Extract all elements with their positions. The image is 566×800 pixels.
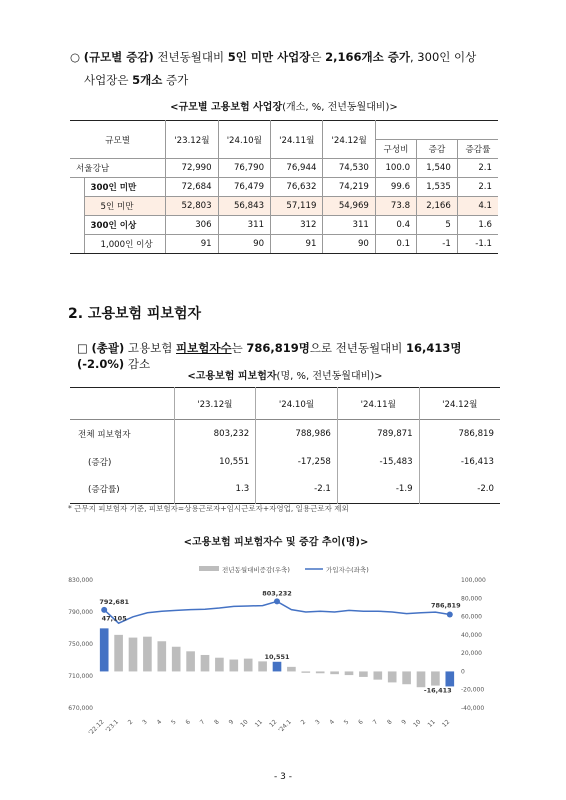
table-header-cell — [70, 388, 174, 420]
x-tick-label: 12 — [268, 718, 279, 729]
table-cell: 72,990 — [166, 159, 218, 178]
table-header-cell: '24.11월 — [271, 121, 323, 159]
table1-caption-bold: <규모별 고용보험 사업장 — [170, 102, 283, 113]
table2-caption-rest: (명, %, 전년동월대비)> — [276, 371, 383, 382]
table-cell: 57,119 — [271, 197, 323, 216]
row-label: 300인 이상 — [84, 216, 166, 235]
right-tick-label: 20,000 — [461, 650, 482, 658]
table-cell: -15,483 — [337, 448, 419, 476]
bar — [143, 637, 152, 672]
table-cell: 52,803 — [166, 197, 218, 216]
table-cell: 1.6 — [457, 216, 498, 235]
table-cell: 73.8 — [375, 197, 416, 216]
table1-caption-rest: (개소, %, 전년동월대비)> — [282, 102, 398, 113]
table-cell: 803,232 — [174, 420, 256, 448]
line-marker — [447, 612, 453, 618]
table-cell: -1.9 — [337, 476, 419, 504]
table-cell: 4.1 — [457, 197, 498, 216]
bar — [359, 671, 368, 676]
summary-emph: 5개소 — [132, 73, 163, 87]
x-tick-label: 10 — [412, 718, 423, 729]
bar — [417, 671, 426, 687]
table-header-blank — [375, 121, 498, 140]
x-tick-label: 11 — [253, 718, 265, 729]
table-header-cell: '24.10월 — [218, 121, 270, 159]
x-tick-label: 3 — [141, 718, 149, 727]
legend-line-label: 가입자수(좌축) — [326, 566, 369, 574]
bar — [445, 671, 454, 686]
chart-svg — [57, 560, 495, 736]
right-tick-label: 0 — [461, 668, 465, 676]
row-label: 300인 미만 — [84, 178, 166, 197]
data-label: 803,232 — [262, 589, 292, 598]
bar — [388, 671, 397, 682]
business-size-table — [70, 120, 498, 254]
summary-emph: 16,413명(-2.0%) — [77, 341, 462, 371]
bar — [287, 667, 296, 672]
summary-text: 전년동월대비 — [153, 50, 228, 64]
table-cell: 76,944 — [271, 159, 323, 178]
right-tick-label: 40,000 — [461, 631, 482, 639]
bar — [330, 671, 339, 674]
summary-heading: (규모별 증감) — [83, 50, 154, 64]
table-cell: 91 — [271, 235, 323, 254]
table-row — [70, 420, 500, 448]
summary-emph: 5인 미만 사업장 — [227, 50, 311, 64]
bar — [157, 641, 166, 671]
indent-cell — [70, 178, 84, 216]
left-tick-label: 830,000 — [68, 577, 93, 584]
summary-text: 는 — [231, 341, 247, 355]
bar — [258, 661, 267, 671]
summary-text: 증가 — [162, 73, 189, 87]
table-header-cell: 구성비 — [375, 140, 416, 159]
table2-caption — [70, 367, 500, 382]
x-tick-label: 4 — [328, 718, 337, 727]
table2-caption-bold: <고용보험 피보험자 — [187, 371, 277, 382]
table-header-cell: 규모별 — [70, 121, 166, 159]
row-label: (증감률) — [88, 485, 120, 496]
table-cell: 90 — [218, 235, 270, 254]
legend-bar-swatch — [199, 566, 219, 571]
x-tick-label: 10 — [239, 718, 250, 729]
bar — [229, 660, 238, 672]
bar — [373, 671, 382, 679]
table-row — [70, 178, 498, 197]
table-cell: 2,166 — [417, 197, 458, 216]
summary-text: 으로 전년동월대비 — [309, 341, 407, 355]
table-cell: 99.6 — [375, 178, 416, 197]
table-footnote: * 근무지 피보험자 기준, 피보험자=상용근로자+임시근로자+자영업, 일용근로자 제외 — [68, 504, 349, 513]
summary-emph: 피보험자수 — [176, 341, 232, 355]
bar — [345, 671, 354, 675]
table-cell: 56,843 — [218, 197, 270, 216]
bar — [431, 671, 440, 685]
bar — [273, 662, 282, 672]
table-cell: 786,819 — [419, 420, 500, 448]
data-label: -16,413 — [423, 686, 452, 695]
line-marker — [101, 607, 107, 613]
table-header-cell: '24.12월 — [323, 121, 375, 159]
table-cell: 311 — [323, 216, 375, 235]
left-tick-label: 750,000 — [68, 641, 93, 648]
x-tick-label: 7 — [371, 718, 380, 727]
chart-caption: <고용보험 피보험자수 및 증감 추이(명)> — [183, 537, 369, 548]
table-cell: -2.1 — [256, 476, 338, 504]
bar — [215, 658, 224, 672]
summary-text: 고용보험 — [124, 341, 177, 355]
line-marker — [274, 598, 280, 604]
data-label: 786,819 — [430, 601, 461, 610]
x-tick-label: 8 — [213, 718, 221, 727]
bar — [244, 659, 253, 672]
table-cell: 91 — [166, 235, 218, 254]
size-summary-paragraph — [70, 46, 510, 92]
table-row — [70, 476, 500, 504]
summary-text: , 300인 이상 — [410, 50, 477, 64]
table-cell: 76,632 — [271, 178, 323, 197]
table-row — [70, 216, 498, 235]
bar — [129, 638, 138, 672]
bar — [402, 671, 411, 684]
table-cell: -2.0 — [419, 476, 500, 504]
table-row — [70, 235, 498, 254]
table-cell: 2.1 — [457, 159, 498, 178]
table-header-cell: '24.10월 — [256, 388, 338, 420]
x-tick-label: 5 — [342, 718, 351, 727]
bar — [201, 655, 210, 671]
chart-legend — [199, 565, 369, 574]
table-cell: 5 — [417, 216, 458, 235]
data-label: 47,105 — [101, 614, 127, 623]
table-cell: 72,684 — [166, 178, 218, 197]
data-label: 10,551 — [264, 652, 290, 661]
x-tick-label: '24.1 — [277, 718, 293, 735]
indent-cell — [70, 216, 84, 254]
section-title: 2. 고용보험 피보험자 — [68, 306, 201, 322]
x-tick-label: 8 — [385, 718, 394, 727]
x-tick-label: 6 — [357, 718, 365, 727]
bar — [100, 628, 109, 671]
table-cell: 76,790 — [218, 159, 270, 178]
table-cell: -16,413 — [419, 448, 500, 476]
row-label: 5인 미만 — [84, 197, 166, 216]
insured-trend-chart — [57, 560, 495, 736]
bar — [316, 671, 325, 673]
bar — [114, 635, 123, 672]
bar — [301, 671, 310, 672]
data-label: 792,681 — [99, 597, 130, 606]
table-header-cell: '23.12월 — [174, 388, 256, 420]
page-number: - 3 - — [274, 772, 292, 782]
x-tick-label: 7 — [198, 718, 207, 727]
table-cell: -1 — [417, 235, 458, 254]
row-label: 1,000인 이상 — [84, 235, 166, 254]
table-cell: 54,969 — [323, 197, 375, 216]
left-tick-label: 790,000 — [68, 609, 93, 616]
table-cell: 0.1 — [375, 235, 416, 254]
x-tick-label: 6 — [184, 718, 193, 727]
x-tick-label: 3 — [313, 718, 322, 727]
table-cell: 0.4 — [375, 216, 416, 235]
summary-text: 사업장은 — [84, 73, 133, 87]
x-tick-label: '22.12 — [87, 718, 106, 736]
table-cell: -17,258 — [256, 448, 338, 476]
insured-table — [70, 387, 500, 504]
table-cell: 74,530 — [323, 159, 375, 178]
summary-emph: 2,166개소 증가 — [325, 50, 410, 64]
summary-text: 은 — [310, 50, 326, 64]
table-cell: 789,871 — [337, 420, 419, 448]
summary-text: 감소 — [124, 357, 151, 371]
right-tick-label: 80,000 — [461, 595, 482, 603]
row-label: 서울강남 — [70, 159, 166, 178]
table-cell: 74,219 — [323, 178, 375, 197]
table-header-cell: '23.12월 — [166, 121, 218, 159]
right-tick-label: 100,000 — [461, 577, 486, 584]
table-cell: 311 — [218, 216, 270, 235]
square-bullet-icon: □ — [77, 341, 88, 355]
x-tick-label: 12 — [440, 718, 452, 729]
x-tick-label: '23.1 — [104, 718, 121, 735]
row-label: 전체 피보험자 — [78, 429, 131, 440]
x-tick-label: 2 — [126, 718, 135, 727]
x-tick-label: 9 — [400, 718, 409, 727]
left-tick-label: 710,000 — [68, 673, 93, 680]
x-tick-label: 2 — [299, 718, 308, 727]
row-label: (증감) — [88, 457, 112, 468]
table-cell: 2.1 — [457, 178, 498, 197]
bar — [186, 651, 195, 671]
x-tick-label: 9 — [227, 718, 236, 727]
summary-emph: 786,819명 — [246, 341, 310, 355]
table-row — [70, 159, 498, 178]
table-cell: 1.3 — [174, 476, 256, 504]
x-tick-label: 4 — [155, 718, 164, 727]
table-cell: 788,986 — [256, 420, 338, 448]
table-cell: 312 — [271, 216, 323, 235]
right-tick-label: -20,000 — [461, 686, 485, 694]
circle-bullet-icon: ○ — [70, 50, 81, 64]
right-tick-label: -40,000 — [461, 705, 485, 712]
table1-caption — [70, 98, 498, 113]
summary-heading: (총괄) — [91, 341, 125, 355]
table-row — [70, 448, 500, 476]
legend-bar-label: 전년동월대비증감(우축) — [222, 566, 290, 574]
table-header-cell: '24.11월 — [337, 388, 419, 420]
right-tick-label: 60,000 — [461, 613, 482, 621]
x-tick-label: 5 — [169, 718, 178, 727]
table-cell: -1.1 — [457, 235, 498, 254]
table-cell: 76,479 — [218, 178, 270, 197]
left-tick-label: 670,000 — [68, 705, 93, 712]
table-cell: 10,551 — [174, 448, 256, 476]
table-header-cell: '24.12월 — [419, 388, 500, 420]
table-cell: 100.0 — [375, 159, 416, 178]
table-header-cell: 증감 — [417, 140, 458, 159]
table-cell: 90 — [323, 235, 375, 254]
table-cell: 1,535 — [417, 178, 458, 197]
x-tick-label: 11 — [426, 718, 437, 729]
table-cell: 306 — [166, 216, 218, 235]
table-cell: 1,540 — [417, 159, 458, 178]
table-row-highlight — [70, 197, 498, 216]
table-header-cell: 증감률 — [457, 140, 498, 159]
bar — [172, 647, 181, 672]
